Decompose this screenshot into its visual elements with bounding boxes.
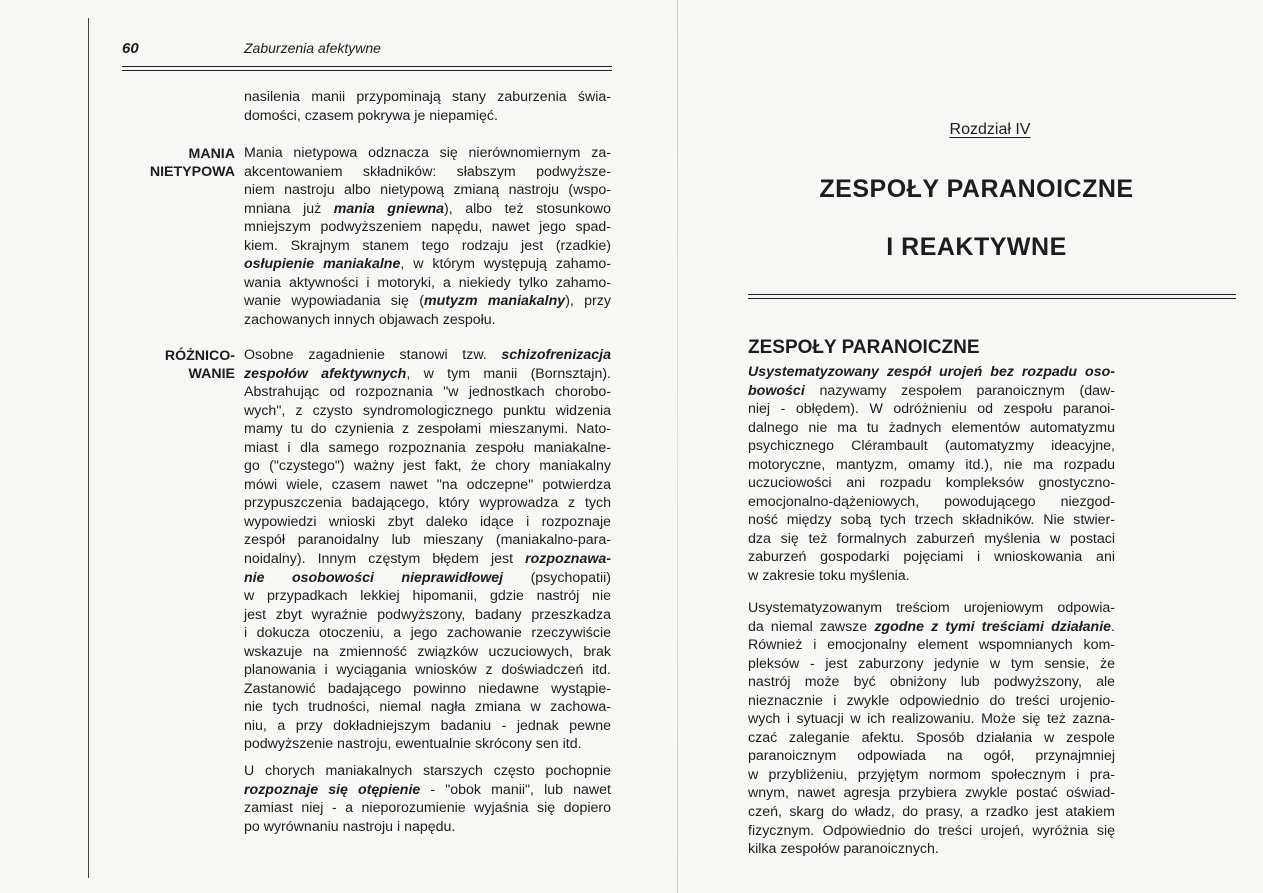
text-line: Zastanowić badającego powinno niedawne wystąpie- bbox=[244, 680, 611, 697]
text-line: wanie wypowiadania się (mutyzm maniakalny), przy bbox=[244, 293, 611, 310]
text-line: nie osobowości nieprawidłowej (psychopatii) bbox=[244, 569, 612, 586]
text-line: Również i emocjonalny element wspomnianych kom- bbox=[748, 637, 1115, 654]
text-line: kiem. Skrajnym stanem tego rodzaju jest (rzadkie) bbox=[244, 237, 611, 254]
text-line: przypuszczenia badającego, który wyprowadza z tych bbox=[244, 495, 611, 512]
text-line: zamiast niej - a nieporozumienie wyjaśnia się dopiero bbox=[244, 800, 611, 817]
text-line: osłupienie maniakalne, w którym występują zahamo- bbox=[244, 256, 612, 273]
text-line: kilka zespołów paranoicznych. bbox=[748, 841, 939, 858]
text-line: Usystematyzowany zespół urojeń bez rozpadu oso- bbox=[748, 364, 1115, 380]
text-line: w zakresie toku myślenia. bbox=[748, 568, 910, 585]
text-line: uczuciowości ani rozpadu kompleksów gnostyczno- bbox=[748, 475, 1115, 492]
text-line: nastrój może być obniżony lub podwyższony, ale bbox=[748, 674, 1115, 691]
text-line: psychicznego Clérambault (automatyzmy ideacyjne, bbox=[748, 438, 1115, 455]
text-line: jest zbyt wyraźnie podwyższony, badany przeszkadza bbox=[244, 606, 611, 623]
text-line: czeń, skarg do władz, do prasy, a rzadko jest atakiem bbox=[748, 804, 1115, 821]
text-line: niu, a przy dokładniejszym badaniu - jednak pewne bbox=[244, 717, 611, 734]
text-line: nie tych trudności, niemal nagła zmiana w zachowa- bbox=[244, 699, 611, 716]
text-line: dza się też formalnych zaburzeń myślenia w postaci bbox=[748, 530, 1115, 547]
text-line: zaburzeń gospodarki pojęciami i wnioskowania ani bbox=[748, 549, 1115, 566]
page-number: 60 bbox=[122, 40, 139, 57]
intro-paragraph bbox=[244, 88, 611, 125]
text-line: go ("czystego") ważny jest fakt, że chory maniakalny bbox=[244, 458, 611, 475]
text-line: mamy tu do czynienia z zespołami mieszanymi. Nato- bbox=[244, 421, 611, 438]
differential-paragraph bbox=[244, 346, 611, 754]
text-line: podwyższenie nastroju, ewentualnie skrócony sen itd. bbox=[244, 736, 582, 753]
text-line: niej - obłędem). W odróżnieniu od zespołu paranoi- bbox=[748, 401, 1115, 418]
side-label-mania bbox=[100, 145, 235, 181]
running-head: Zaburzenia afektywne bbox=[244, 40, 381, 56]
text-line: domości, czasem pokrywa je niepamięć. bbox=[244, 107, 498, 124]
side-label-roznicowanie bbox=[100, 347, 235, 383]
text-line: po wyrównaniu nastroju i napędu. bbox=[244, 818, 456, 835]
chapter-label: Rozdział IV bbox=[949, 121, 1031, 138]
text-line: mówi wiele, czasem nawet "na odczepne" potwierdza bbox=[244, 476, 611, 493]
text-line: paranoicznym odpowiada na ogół, przynajmniej bbox=[748, 748, 1115, 765]
text-line: zachowanych innych objawach zespołu. bbox=[244, 311, 496, 328]
text-line: wypowiedzi wnioski zbyt daleko idące i rozpoznaje bbox=[244, 513, 611, 530]
text-line: rozpoznaje się otępienie - "obok manii", lub nawet bbox=[244, 781, 611, 798]
side-label-mania-line1: MANIA bbox=[188, 146, 235, 162]
header-rule-double bbox=[122, 70, 612, 71]
text-line: Usystematyzowanym treściom urojeniowym odpowia- bbox=[748, 600, 1115, 616]
text-line: mniejszym podwyższeniem napędu, nawet jego spad- bbox=[244, 219, 611, 236]
text-line: da niemal zawsze zgodne z tymi treściami działanie. bbox=[748, 618, 1115, 635]
text-line: zespół paranoidalny lub mieszany (maniakalno-para- bbox=[244, 532, 611, 549]
text-line: ność między sobą tych trzech składników. Nie stwier- bbox=[748, 512, 1115, 529]
text-line: nasilenia manii przypominają stany zaburzenia świa- bbox=[244, 89, 611, 105]
chapter-title-line1: ZESPOŁY PARANOICZNE bbox=[819, 175, 1134, 203]
text-line: dalnego nie ma tu żadnych elementów automatyzmu bbox=[748, 419, 1115, 436]
text-line: motoryczne, mantyzm, omamy itd.), nie ma rozpadu bbox=[748, 456, 1115, 473]
chapter-rule bbox=[748, 294, 1236, 295]
text-line: w przypadkach lekkiej hipomanii, gdzie nastrój nie bbox=[244, 588, 611, 605]
text-line: wych i sytuacji w ich realizowaniu. Może się też zazna- bbox=[748, 711, 1115, 728]
text-line: noidalny). Innym częstym błędem jest rozpoznawa- bbox=[244, 551, 611, 568]
text-line: mniana już mania gniewna), albo też stosunkowo bbox=[244, 200, 611, 217]
mania-paragraph bbox=[244, 144, 611, 329]
text-line: wych", z czysto syndromologicznego punktu widzenia bbox=[244, 402, 611, 419]
text-line: w przybliżeniu, przyjętym normom społecznym i pra- bbox=[748, 766, 1115, 783]
text-line: bowości nazywamy zespołem paranoicznym (daw- bbox=[748, 382, 1115, 399]
header-rule bbox=[122, 66, 612, 67]
text-line: Mania nietypowa odznacza się nierównomiernym za- bbox=[244, 145, 611, 161]
text-line: fizycznym. Odpowiednio do treści urojeń, wyróżnia się bbox=[748, 822, 1115, 839]
text-line: i dokucza otoczeniu, a jego zachowanie rzeczywiście bbox=[244, 625, 611, 642]
paranoid-paragraph-1 bbox=[748, 363, 1115, 586]
book-gutter bbox=[677, 0, 678, 893]
text-line: czać zaleganie afektu. Sposób działania w zespole bbox=[748, 729, 1115, 746]
text-line: wnym, nawet agresja przybiera zwykle postać oświad- bbox=[748, 785, 1115, 802]
text-line: planowania i wyciągania wniosków z doświadczeń itd. bbox=[244, 662, 611, 679]
chapter-title-line2: I REAKTYWNE bbox=[886, 233, 1067, 261]
text-line: miast i dla samego rozpoznania zespołu maniakalne- bbox=[244, 439, 611, 456]
text-line: akcentowaniem składników: słabszym podwyższe- bbox=[244, 163, 611, 180]
text-line: emocjonalno-dążeniowych, powodującego niezgod- bbox=[748, 493, 1115, 510]
older-patients-paragraph bbox=[244, 762, 611, 836]
text-line: wania aktywności i motoryki, a niekiedy tylko zahamo- bbox=[244, 274, 611, 291]
text-line: zespołów afektywnych, w tym manii (Bornsztajn). bbox=[244, 365, 612, 382]
paranoid-paragraph-2 bbox=[748, 599, 1115, 859]
text-line: Abstrahując od rozpoznania "w jednostkach chorobo- bbox=[244, 384, 611, 401]
right-page bbox=[690, 0, 1263, 893]
chapter-rule-double bbox=[748, 298, 1236, 299]
text-line: nieznacznie i zwykle odpowiednio do treści urojenio- bbox=[748, 692, 1115, 709]
section-heading: ZESPOŁY PARANOICZNE bbox=[748, 337, 980, 358]
text-line: niem nastroju albo nietypową zmianą nastroju (wspo- bbox=[244, 182, 611, 199]
side-label-roznicowanie-line2: WANIE bbox=[188, 366, 235, 383]
side-label-mania-line2: NIETYPOWA bbox=[149, 164, 235, 181]
text-line: Osobne zagadnienie stanowi tzw. schizofrenizacja bbox=[244, 347, 611, 363]
text-line: pleksów - jest zaburzony jedynie w tym sensie, że bbox=[748, 655, 1115, 672]
text-line: wskazuje na zmienność związków uczuciowych, brak bbox=[244, 643, 611, 660]
side-label-roznicowanie-line1: RÓŻNICO- bbox=[164, 348, 235, 364]
text-line: U chorych maniakalnych starszych często pochopnie bbox=[244, 763, 611, 779]
